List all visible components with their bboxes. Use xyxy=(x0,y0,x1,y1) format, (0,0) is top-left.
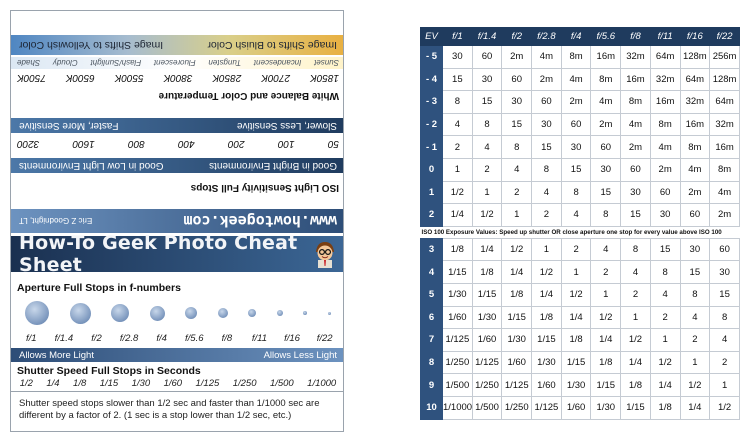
iso-header: ISO Light Sensitivity Full Stops xyxy=(190,182,339,194)
ev-value-cell: - 2 xyxy=(421,113,443,136)
exposure-cell: 60 xyxy=(650,181,680,204)
exposure-cell: 60 xyxy=(621,158,651,181)
exposure-cell: 60 xyxy=(591,136,621,159)
exposure-cell: 2 xyxy=(680,329,710,352)
aperture-circles xyxy=(11,299,344,327)
table-row xyxy=(421,113,740,136)
exposure-cell: 1 xyxy=(621,306,651,329)
iso-value: 400 xyxy=(178,138,195,150)
exposure-cell: 1/15 xyxy=(472,283,502,306)
wb-header: White Balance and Color Temperature xyxy=(158,90,339,102)
kelvin-value: 5500K xyxy=(114,72,144,84)
fstop-column-header: f/16 xyxy=(680,28,710,46)
shutter-note: Shutter speed stops slower than 1/2 sec and faster than 1/1000 sec are different by a factor of 2. (1 sec is a stop lower than 1/2 sec, etc.) xyxy=(11,391,344,432)
exposure-cell: 1/4 xyxy=(621,351,651,374)
exposure-cell: 1/4 xyxy=(532,283,562,306)
shutter-label: 1/15 xyxy=(99,378,119,389)
exposure-cell: 4m xyxy=(561,68,591,91)
exposure-cell: 15 xyxy=(502,113,532,136)
exposure-cell: 8m xyxy=(561,46,591,69)
exposure-cell: 1/15 xyxy=(532,329,562,352)
iso-value: 100 xyxy=(277,138,295,150)
exposure-cell: 8 xyxy=(561,181,591,204)
fstop-column-header: f/4 xyxy=(561,28,591,46)
exposure-cell: 1/2 xyxy=(680,374,710,397)
bright-env-label: Good in Bright Environments xyxy=(209,160,337,171)
exposure-cell: 8 xyxy=(591,204,621,227)
aperture-circle-icon xyxy=(70,303,91,324)
fstop-column-header: f/1.4 xyxy=(472,28,502,46)
exposure-cell: 1/1000 xyxy=(443,396,473,419)
color-shift-band xyxy=(11,35,344,55)
fstop-column-header: f/11 xyxy=(650,28,680,46)
exposure-cell: 15 xyxy=(472,91,502,114)
shutter-label: 1/250 xyxy=(232,378,257,389)
exposure-cell: 15 xyxy=(532,136,562,159)
ev-value-cell: 1 xyxy=(421,181,443,204)
iso-values-row xyxy=(11,135,344,153)
exposure-cell: 1/500 xyxy=(472,396,502,419)
exposure-cell: 60 xyxy=(532,91,562,114)
light-source-label: Tungsten xyxy=(208,58,242,68)
ev-value-cell: 9 xyxy=(421,374,443,397)
table-row xyxy=(421,136,740,159)
exposure-cell: 2 xyxy=(591,261,621,284)
exposure-cell: 1/15 xyxy=(591,374,621,397)
shutter-title-row xyxy=(11,364,344,377)
fnumber-label: f/2 xyxy=(91,333,102,344)
ev-note: ISO 100 Exposure Values: Speed up shutter OR close aperture one stop for every value above ISO 100 xyxy=(421,226,740,238)
table-row xyxy=(421,306,740,329)
table-row xyxy=(421,374,740,397)
exposure-cell: 8m xyxy=(621,91,651,114)
kelvin-value: 3800K xyxy=(163,72,193,84)
fstop-column-header: f/2 xyxy=(502,28,532,46)
fnumber-label: f/5.6 xyxy=(185,333,204,344)
ev-value-cell: 8 xyxy=(421,351,443,374)
ev-table xyxy=(420,27,740,420)
table-row xyxy=(421,351,740,374)
exposure-cell: 1/8 xyxy=(650,396,680,419)
bluish-shift-label: Image Shifts to Bluish Color xyxy=(207,39,337,51)
exposure-cell: 1/30 xyxy=(532,351,562,374)
fnumber-label: f/16 xyxy=(284,333,300,344)
light-amount-band xyxy=(11,348,344,362)
light-env-band xyxy=(11,158,344,173)
exposure-cell: 2 xyxy=(561,238,591,261)
exposure-cell: 16m xyxy=(621,68,651,91)
iso-value: 1600 xyxy=(72,138,95,150)
ev-value-cell: 2 xyxy=(421,204,443,227)
exposure-cell: 1/250 xyxy=(443,351,473,374)
cheat-sheet-card xyxy=(10,10,344,432)
exposure-cell: 1/30 xyxy=(561,374,591,397)
aperture-circle-icon xyxy=(303,311,307,315)
ev-value-cell: 5 xyxy=(421,283,443,306)
fstop-column-header: f/22 xyxy=(710,28,740,46)
exposure-cell: 1/15 xyxy=(502,306,532,329)
fnumber-label: f/1.4 xyxy=(54,333,74,344)
exposure-cell: 1/4 xyxy=(561,306,591,329)
iso-header-row xyxy=(11,181,344,195)
kelvin-value: 2700K xyxy=(261,72,291,84)
kelvin-value: 7500K xyxy=(17,72,46,84)
kelvin-row xyxy=(11,71,344,85)
exposure-cell: 16m xyxy=(710,136,740,159)
table-row xyxy=(421,158,740,181)
ev-column-header: EV xyxy=(421,28,443,46)
exposure-cell: 4m xyxy=(621,113,651,136)
exposure-cell: 2m xyxy=(591,113,621,136)
shutter-label: 1/2 xyxy=(19,378,33,389)
exposure-cell: 1 xyxy=(502,204,532,227)
exposure-cell: 1/2 xyxy=(443,181,473,204)
exposure-cell: 30 xyxy=(561,136,591,159)
ev-header-row xyxy=(421,28,740,46)
exposure-cell: 1/2 xyxy=(561,283,591,306)
exposure-cell: 2 xyxy=(532,204,562,227)
exposure-cell: 8 xyxy=(650,261,680,284)
exposure-cell: 8m xyxy=(591,68,621,91)
exposure-cell: 1/500 xyxy=(443,374,473,397)
fstop-column-header: f/1 xyxy=(443,28,473,46)
aperture-circle-icon xyxy=(218,308,228,318)
ev-value-cell: 7 xyxy=(421,329,443,352)
exposure-cell: 16m xyxy=(680,113,710,136)
ev-value-cell: - 4 xyxy=(421,68,443,91)
exposure-cell: 1/4 xyxy=(680,396,710,419)
shutter-label: 1/500 xyxy=(269,378,294,389)
exposure-cell: 4 xyxy=(561,204,591,227)
light-source-label: Shade xyxy=(17,58,41,68)
fstop-column-header: f/8 xyxy=(621,28,651,46)
exposure-cell: 2m xyxy=(502,46,532,69)
exposure-cell: 8 xyxy=(710,306,740,329)
exposure-cell: 4 xyxy=(680,306,710,329)
fnumber-label: f/22 xyxy=(316,333,333,344)
exposure-cell: 30 xyxy=(710,261,740,284)
table-row xyxy=(421,181,740,204)
fstop-column-header: f/5.6 xyxy=(591,28,621,46)
aperture-circle-icon xyxy=(328,312,331,315)
exposure-cell: 4 xyxy=(650,283,680,306)
exposure-cell: 1/4 xyxy=(502,261,532,284)
exposure-cell: 4m xyxy=(591,91,621,114)
exposure-cell: 15 xyxy=(650,238,680,261)
ev-value-cell: 0 xyxy=(421,158,443,181)
site-url: www.howtogeek.com xyxy=(183,212,337,230)
more-light-label: Allows More Light xyxy=(19,349,94,361)
aperture-circle-icon xyxy=(248,309,256,317)
exposure-cell: 2 xyxy=(710,351,740,374)
exposure-cell: 1/15 xyxy=(443,261,473,284)
exposure-cell: 1/250 xyxy=(472,374,502,397)
aperture-circle-icon xyxy=(111,304,129,322)
exposure-cell: 1/4 xyxy=(591,329,621,352)
exposure-cell: 15 xyxy=(591,181,621,204)
exposure-cell: 4 xyxy=(472,136,502,159)
exposure-cell: 2 xyxy=(650,306,680,329)
less-light-label: Allows Less Light xyxy=(263,349,337,361)
exposure-cell: 2 xyxy=(472,158,502,181)
aperture-circle-icon xyxy=(277,310,283,316)
table-row xyxy=(421,238,740,261)
table-row xyxy=(421,261,740,284)
exposure-cell: 30 xyxy=(680,238,710,261)
exposure-cell: 1 xyxy=(532,238,562,261)
exposure-cell: 1/2 xyxy=(710,396,740,419)
exposure-cell: 30 xyxy=(502,91,532,114)
ev-value-cell: - 5 xyxy=(421,46,443,69)
sensitivity-band xyxy=(11,118,344,133)
light-source-label: Incandescent xyxy=(253,58,302,68)
exposure-cell: 1/4 xyxy=(650,374,680,397)
aperture-circle-icon xyxy=(25,301,49,325)
light-source-label: Sunset xyxy=(314,58,339,68)
exposure-cell: 8 xyxy=(502,136,532,159)
light-source-row xyxy=(11,57,344,69)
exposure-cell: 8 xyxy=(532,158,562,181)
fnumber-label: f/4 xyxy=(156,333,167,344)
fnumber-label: f/2.8 xyxy=(119,333,139,344)
exposure-cell: 15 xyxy=(561,158,591,181)
kelvin-value: 1850K xyxy=(310,72,339,84)
ev-value-cell: - 3 xyxy=(421,91,443,114)
exposure-cell: 8 xyxy=(472,113,502,136)
table-row xyxy=(421,396,740,419)
aperture-circle-icon xyxy=(185,307,197,319)
light-source-label: Fluorescent xyxy=(153,58,196,68)
exposure-cell: 1/4 xyxy=(443,204,473,227)
iso-value: 50 xyxy=(327,138,339,150)
exposure-cell: 2 xyxy=(621,283,651,306)
exposure-cell: 4 xyxy=(621,261,651,284)
exposure-cell: 128m xyxy=(710,68,740,91)
exposure-cell: 1/2 xyxy=(591,306,621,329)
exposure-cell: 1/125 xyxy=(532,396,562,419)
exposure-cell: 4 xyxy=(532,181,562,204)
shutter-label: 1/125 xyxy=(195,378,220,389)
title-band xyxy=(11,232,344,276)
exposure-cell: 15 xyxy=(621,204,651,227)
exposure-cell: 1/30 xyxy=(591,396,621,419)
exposure-cell: 32m xyxy=(680,91,710,114)
exposure-cell: 15 xyxy=(710,283,740,306)
iso-value: 3200 xyxy=(17,138,40,150)
shutter-title: Shutter Speed Full Stops in Seconds xyxy=(17,364,201,377)
exposure-cell: 4 xyxy=(591,238,621,261)
exposure-cell: 1 xyxy=(443,158,473,181)
table-row xyxy=(421,68,740,91)
table-row xyxy=(421,329,740,352)
light-source-label: Flash/Sunlight xyxy=(90,58,142,68)
yellowish-shift-label: Image Shifts to Yellowish Color xyxy=(19,39,164,51)
exposure-cell: 1/8 xyxy=(502,283,532,306)
exposure-cell: 1/8 xyxy=(621,374,651,397)
exposure-cell: 8m xyxy=(650,113,680,136)
low-light-env-label: Good in Low Light Environments xyxy=(19,160,164,171)
aperture-title: Aperture Full Stops in f-numbers xyxy=(17,282,181,294)
aperture-circle-icon xyxy=(150,306,165,321)
exposure-cell: 4 xyxy=(443,113,473,136)
kelvin-value: 6500K xyxy=(65,72,95,84)
iso-value: 200 xyxy=(227,138,245,150)
exposure-cell: 4m xyxy=(710,181,740,204)
exposure-cell: 1 xyxy=(591,283,621,306)
table-row xyxy=(421,91,740,114)
exposure-cell: 30 xyxy=(472,68,502,91)
exposure-cell: 4m xyxy=(650,136,680,159)
exposure-cell: 16m xyxy=(591,46,621,69)
exposure-cell: 1/2 xyxy=(472,204,502,227)
exposure-cell: 1/125 xyxy=(502,374,532,397)
ev-value-cell: - 1 xyxy=(421,136,443,159)
ev-value-cell: 10 xyxy=(421,396,443,419)
fnumber-label: f/11 xyxy=(251,333,268,344)
exposure-cell: 1/2 xyxy=(502,238,532,261)
exposure-cell: 8 xyxy=(621,238,651,261)
less-sensitive-label: Slower, Less Sensitive xyxy=(236,120,337,131)
exposure-cell: 1 xyxy=(561,261,591,284)
exposure-cell: 1/30 xyxy=(502,329,532,352)
geek-mascot-icon xyxy=(313,240,337,268)
exposure-cell: 64m xyxy=(680,68,710,91)
exposure-cell: 4 xyxy=(710,329,740,352)
kelvin-value: 2850K xyxy=(212,72,242,84)
exposure-cell: 60 xyxy=(502,68,532,91)
exposure-cell: 1 xyxy=(650,329,680,352)
exposure-cell: 64m xyxy=(710,91,740,114)
light-source-label: Cloudy xyxy=(52,58,78,68)
exposure-cell: 30 xyxy=(650,204,680,227)
exposure-cell: 8m xyxy=(710,158,740,181)
exposure-cell: 1/60 xyxy=(502,351,532,374)
table-row xyxy=(421,283,740,306)
exposure-cell: 1/250 xyxy=(502,396,532,419)
exposure-cell: 4m xyxy=(532,46,562,69)
exposure-cell: 4m xyxy=(680,158,710,181)
exposure-cell: 1/8 xyxy=(591,351,621,374)
exposure-cell: 64m xyxy=(650,46,680,69)
shutter-label: 1/60 xyxy=(163,378,183,389)
ev-top-rows xyxy=(421,46,740,227)
exposure-cell: 8 xyxy=(443,91,473,114)
ev-value-cell: 3 xyxy=(421,238,443,261)
exposure-cell: 2m xyxy=(532,68,562,91)
exposure-cell: 1/30 xyxy=(443,283,473,306)
table-row xyxy=(421,204,740,227)
exposure-cell: 2m xyxy=(680,181,710,204)
exposure-cell: 15 xyxy=(680,261,710,284)
exposure-cell: 8 xyxy=(680,283,710,306)
exposure-cell: 1/8 xyxy=(532,306,562,329)
exposure-cell: 1/125 xyxy=(472,351,502,374)
aperture-title-row xyxy=(11,281,344,295)
fnumber-label: f/8 xyxy=(221,333,233,344)
page-title: How-To Geek Photo Cheat Sheet xyxy=(19,232,298,276)
exposure-cell: 1/60 xyxy=(532,374,562,397)
exposure-cell: 1 xyxy=(710,374,740,397)
exposure-cell: 1/8 xyxy=(443,238,473,261)
site-band xyxy=(11,209,344,233)
exposure-cell: 128m xyxy=(680,46,710,69)
exposure-cell: 1 xyxy=(680,351,710,374)
exposure-cell: 32m xyxy=(710,113,740,136)
more-sensitive-label: Faster, More Sensitive xyxy=(19,120,119,131)
exposure-cell: 1/125 xyxy=(443,329,473,352)
exposure-cell: 8m xyxy=(680,136,710,159)
exposure-cell: 2m xyxy=(710,204,740,227)
exposure-cell: 4 xyxy=(502,158,532,181)
exposure-cell: 15 xyxy=(443,68,473,91)
ev-note-row xyxy=(421,226,740,238)
shutter-label: 1/30 xyxy=(131,378,151,389)
exposure-cell: 30 xyxy=(621,181,651,204)
exposure-cell: 1/2 xyxy=(621,329,651,352)
table-row xyxy=(421,46,740,69)
fnumber-label: f/1 xyxy=(26,333,37,344)
exposure-cell: 30 xyxy=(443,46,473,69)
exposure-cell: 2m xyxy=(561,91,591,114)
exposure-cell: 1/8 xyxy=(472,261,502,284)
exposure-cell: 1/15 xyxy=(621,396,651,419)
exposure-cell: 16m xyxy=(650,91,680,114)
exposure-cell: 32m xyxy=(650,68,680,91)
exposure-cell: 1/60 xyxy=(472,329,502,352)
author-credit: Eric Z Goodnight, LT xyxy=(19,216,93,226)
ev-bottom-rows xyxy=(421,238,740,419)
exposure-cell: 1/60 xyxy=(443,306,473,329)
shutter-label: 1/8 xyxy=(73,378,87,389)
exposure-cell: 2m xyxy=(650,158,680,181)
ev-value-cell: 4 xyxy=(421,261,443,284)
exposure-cell: 1/60 xyxy=(561,396,591,419)
exposure-cell: 60 xyxy=(680,204,710,227)
exposure-cell: 1/2 xyxy=(650,351,680,374)
ev-value-cell: 6 xyxy=(421,306,443,329)
shutter-label: 1/1000 xyxy=(307,378,337,389)
exposure-cell: 2m xyxy=(621,136,651,159)
exposure-cell: 1/8 xyxy=(561,329,591,352)
exposure-cell: 30 xyxy=(591,158,621,181)
fnumber-row xyxy=(11,333,344,344)
exposure-cell: 1/4 xyxy=(472,238,502,261)
exposure-cell: 256m xyxy=(710,46,740,69)
wb-header-row xyxy=(11,89,344,103)
exposure-cell: 60 xyxy=(710,238,740,261)
exposure-cell: 1 xyxy=(472,181,502,204)
flipped-top-section xyxy=(11,11,344,233)
exposure-cell: 1/2 xyxy=(532,261,562,284)
exposure-cell: 1/15 xyxy=(561,351,591,374)
exposure-cell: 30 xyxy=(532,113,562,136)
exposure-cell: 60 xyxy=(561,113,591,136)
fstop-column-header: f/2.8 xyxy=(532,28,562,46)
exposure-cell: 2 xyxy=(443,136,473,159)
shutter-row xyxy=(11,378,344,390)
exposure-cell: 60 xyxy=(472,46,502,69)
exposure-cell: 2 xyxy=(502,181,532,204)
iso-value: 800 xyxy=(128,138,145,150)
exposure-cell: 32m xyxy=(621,46,651,69)
shutter-label: 1/4 xyxy=(46,378,60,389)
exposure-cell: 1/30 xyxy=(472,306,502,329)
ev-table-panel xyxy=(420,27,740,433)
